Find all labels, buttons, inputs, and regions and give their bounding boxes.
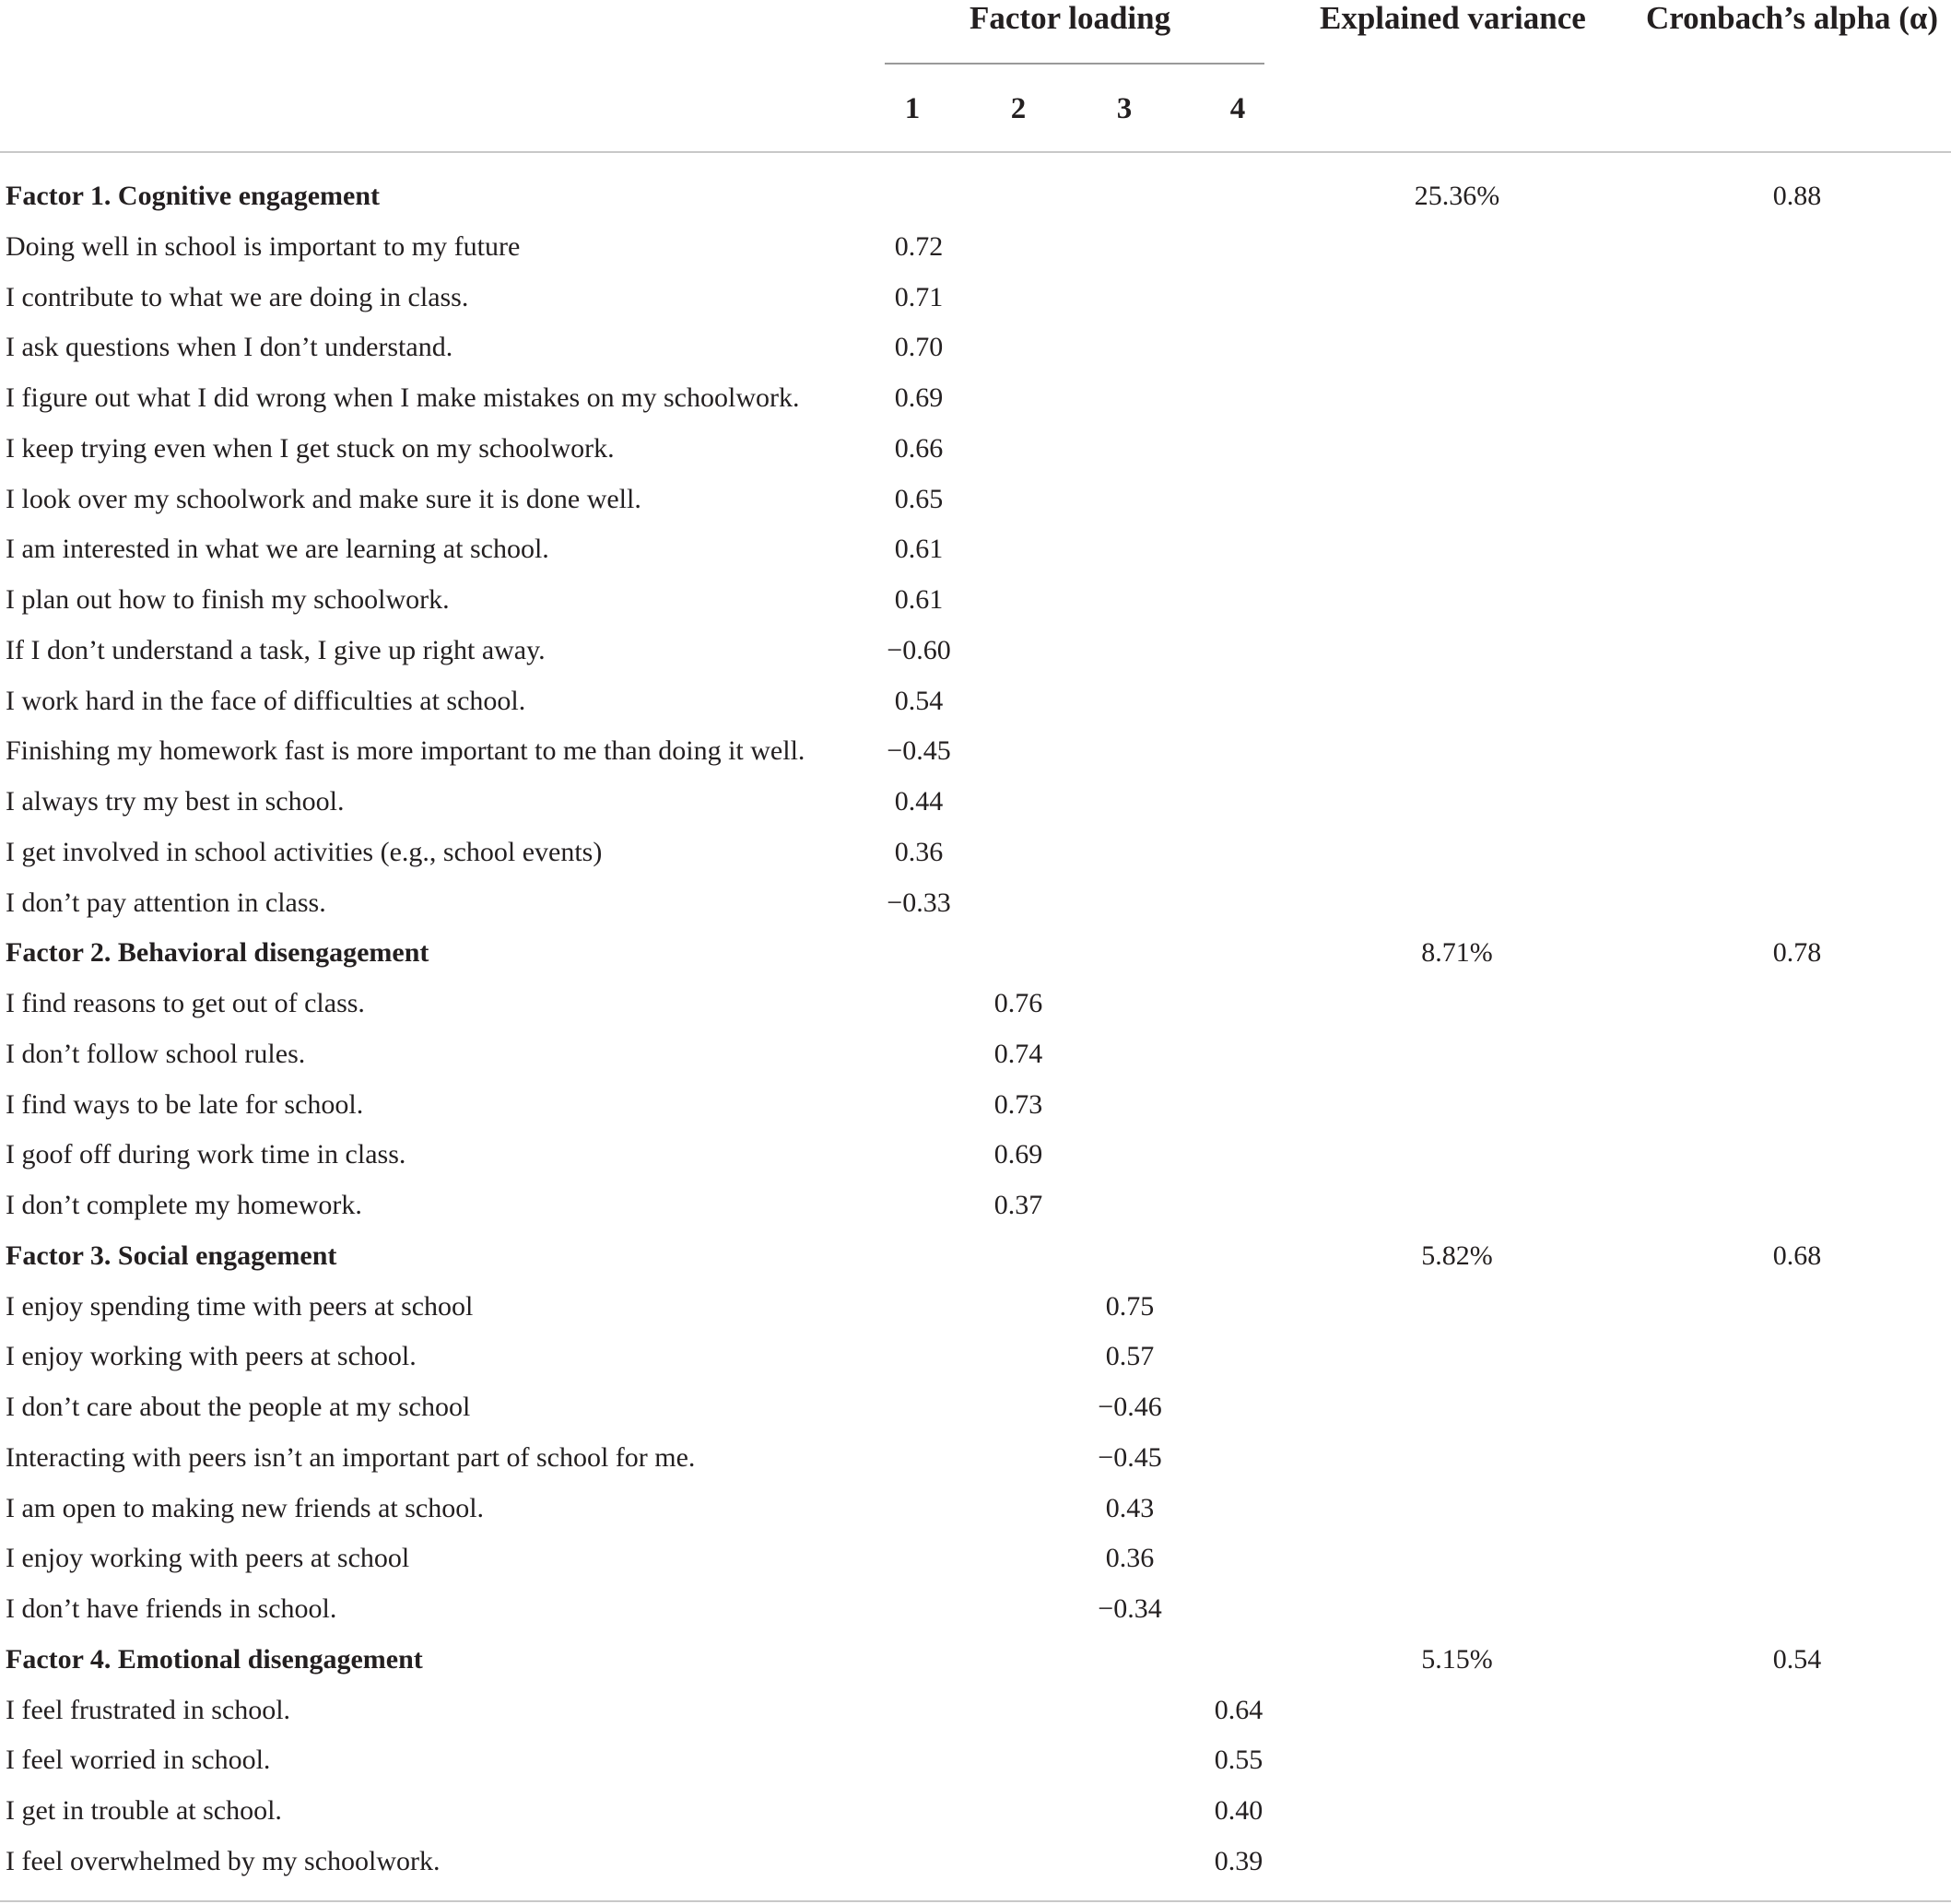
table-row xyxy=(0,322,1951,372)
factor-column-4-header: 4 xyxy=(1229,92,1246,125)
factor-loading-value: −0.45 xyxy=(887,735,951,767)
item-label: I don’t follow school rules. xyxy=(6,1038,306,1069)
item-label: I don’t care about the people at my school xyxy=(6,1392,471,1422)
factor-loading-value: 0.44 xyxy=(894,786,944,817)
factor-loading-value: 0.69 xyxy=(993,1139,1043,1170)
factor-loading-value: 0.54 xyxy=(894,685,944,716)
factor-loading-underline xyxy=(885,63,1264,65)
table-row xyxy=(0,1685,1951,1735)
item-label: I don’t have friends in school. xyxy=(6,1593,337,1624)
table-row xyxy=(0,1483,1951,1534)
table-row xyxy=(0,1785,1951,1836)
table-row xyxy=(0,1281,1951,1332)
table-row xyxy=(0,1381,1951,1432)
factor-loading-value: −0.45 xyxy=(1098,1441,1162,1473)
item-label: I don’t pay attention in class. xyxy=(6,887,326,918)
table-row xyxy=(0,1129,1951,1180)
factor-loading-value: 0.61 xyxy=(894,584,944,615)
factor-column-1-header: 1 xyxy=(904,92,921,125)
header-bottom-rule xyxy=(0,151,1951,153)
factor-loading-value: 0.61 xyxy=(894,534,944,565)
table-row xyxy=(0,877,1951,928)
factor-loading-value: −0.60 xyxy=(887,634,951,665)
explained-variance-header: Explained variance xyxy=(1320,0,1586,36)
table-row xyxy=(0,1734,1951,1785)
table-bottom-rule xyxy=(0,1900,1951,1902)
table-row xyxy=(0,676,1951,726)
cronbach-alpha-value: 0.54 xyxy=(1772,1643,1822,1675)
factor-column-3-header: 3 xyxy=(1116,92,1133,125)
table-row xyxy=(0,574,1951,625)
item-label: Doing well in school is important to my future xyxy=(6,230,521,262)
cronbach-alpha-value: 0.78 xyxy=(1772,937,1822,969)
factor-title: Factor 3. Social engagement xyxy=(6,1240,337,1271)
factor-loading-value: 0.43 xyxy=(1105,1492,1155,1523)
item-label: I look over my schoolwork and make sure it is done well. xyxy=(6,483,641,514)
factor-loading-value: 0.65 xyxy=(894,483,944,514)
item-label: I enjoy spending time with peers at school xyxy=(6,1290,474,1322)
factor-title: Factor 4. Emotional disengagement xyxy=(6,1643,423,1675)
table-row xyxy=(0,221,1951,272)
factor-loading-value: 0.74 xyxy=(993,1038,1043,1069)
explained-variance-value: 5.82% xyxy=(1421,1240,1493,1271)
item-label: If I don’t understand a task, I give up right away. xyxy=(6,634,546,665)
explained-variance-value: 5.15% xyxy=(1421,1643,1493,1675)
factor-loading-value: 0.36 xyxy=(1105,1543,1155,1574)
factor-header-row xyxy=(0,1230,1951,1281)
factor-loading-value: 0.76 xyxy=(993,988,1043,1018)
explained-variance-value: 25.36% xyxy=(1414,181,1500,211)
factor-header-row xyxy=(0,927,1951,978)
table-row xyxy=(0,1180,1951,1230)
item-label: I feel frustrated in school. xyxy=(6,1694,291,1725)
table-row xyxy=(0,827,1951,877)
factor-loading-value: 0.39 xyxy=(1214,1845,1263,1876)
factor-title: Factor 2. Behavioral disengagement xyxy=(6,937,429,969)
cronbach-alpha-header: Cronbach’s alpha (α) xyxy=(1646,0,1939,36)
factor-loading-value: 0.73 xyxy=(993,1088,1043,1120)
table-row xyxy=(0,272,1951,323)
factor-loading-value: 0.36 xyxy=(894,836,944,867)
factor-loading-value: 0.40 xyxy=(1214,1795,1263,1826)
cronbach-alpha-value: 0.88 xyxy=(1772,181,1822,211)
item-label: I plan out how to finish my schoolwork. xyxy=(6,584,450,615)
item-label: Interacting with peers isn’t an important part of school for me. xyxy=(6,1441,696,1473)
factor-loading-value: −0.34 xyxy=(1098,1593,1162,1624)
factor-title: Factor 1. Cognitive engagement xyxy=(6,181,381,211)
item-label: I contribute to what we are doing in class. xyxy=(6,281,469,312)
item-label: I enjoy working with peers at school xyxy=(6,1543,410,1574)
item-label: I find reasons to get out of class. xyxy=(6,988,365,1018)
table-row xyxy=(0,776,1951,827)
item-label: I am interested in what we are learning at school. xyxy=(6,534,549,565)
factor-loading-value: −0.46 xyxy=(1098,1392,1162,1422)
table-row xyxy=(0,1533,1951,1583)
factor-loading-value: 0.75 xyxy=(1105,1290,1155,1322)
factor-loading-value: 0.37 xyxy=(993,1190,1043,1220)
factor-loading-value: 0.57 xyxy=(1105,1341,1155,1372)
table-row xyxy=(0,1583,1951,1634)
table-row xyxy=(0,1079,1951,1130)
factor-loading-value: 0.70 xyxy=(894,332,944,363)
explained-variance-value: 8.71% xyxy=(1421,937,1493,969)
item-label: I keep trying even when I get stuck on my schoolwork. xyxy=(6,432,615,464)
table-row xyxy=(0,1836,1951,1886)
table-row xyxy=(0,725,1951,776)
table-row xyxy=(0,978,1951,1028)
item-label: I get in trouble at school. xyxy=(6,1795,282,1826)
item-label: Finishing my homework fast is more important to me than doing it well. xyxy=(6,735,805,767)
item-label: I feel overwhelmed by my schoolwork. xyxy=(6,1845,441,1876)
item-label: I figure out what I did wrong when I make mistakes on my schoolwork. xyxy=(6,382,800,413)
factor-loading-header: Factor loading xyxy=(970,0,1171,36)
item-label: I am open to making new friends at school. xyxy=(6,1492,485,1523)
table-row xyxy=(0,474,1951,524)
factor-loading-value: 0.72 xyxy=(894,230,944,262)
table-row xyxy=(0,1331,1951,1381)
factor-column-2-header: 2 xyxy=(1010,92,1027,125)
table-row xyxy=(0,523,1951,574)
factor-header-row xyxy=(0,1634,1951,1685)
factor-loading-value: 0.55 xyxy=(1214,1745,1263,1776)
item-label: I find ways to be late for school. xyxy=(6,1088,364,1120)
cronbach-alpha-value: 0.68 xyxy=(1772,1240,1822,1271)
factor-loading-value: 0.64 xyxy=(1214,1694,1263,1725)
factor-loading-value: 0.71 xyxy=(894,281,944,312)
item-label: I goof off during work time in class. xyxy=(6,1139,406,1170)
factor-loading-value: 0.69 xyxy=(894,382,944,413)
table-row xyxy=(0,423,1951,474)
factor-loading-value: −0.33 xyxy=(887,887,951,918)
factor-loading-value: 0.66 xyxy=(894,432,944,464)
table-row xyxy=(0,372,1951,423)
table-row xyxy=(0,1432,1951,1483)
item-label: I feel worried in school. xyxy=(6,1745,271,1776)
table-row xyxy=(0,625,1951,676)
item-label: I work hard in the face of difficulties at school. xyxy=(6,685,526,716)
item-label: I don’t complete my homework. xyxy=(6,1190,362,1220)
item-label: I get involved in school activities (e.g., school events) xyxy=(6,836,603,867)
item-label: I ask questions when I don’t understand. xyxy=(6,332,453,363)
factor-header-row xyxy=(0,170,1951,221)
item-label: I always try my best in school. xyxy=(6,786,345,817)
table-row xyxy=(0,1028,1951,1079)
item-label: I enjoy working with peers at school. xyxy=(6,1341,417,1372)
